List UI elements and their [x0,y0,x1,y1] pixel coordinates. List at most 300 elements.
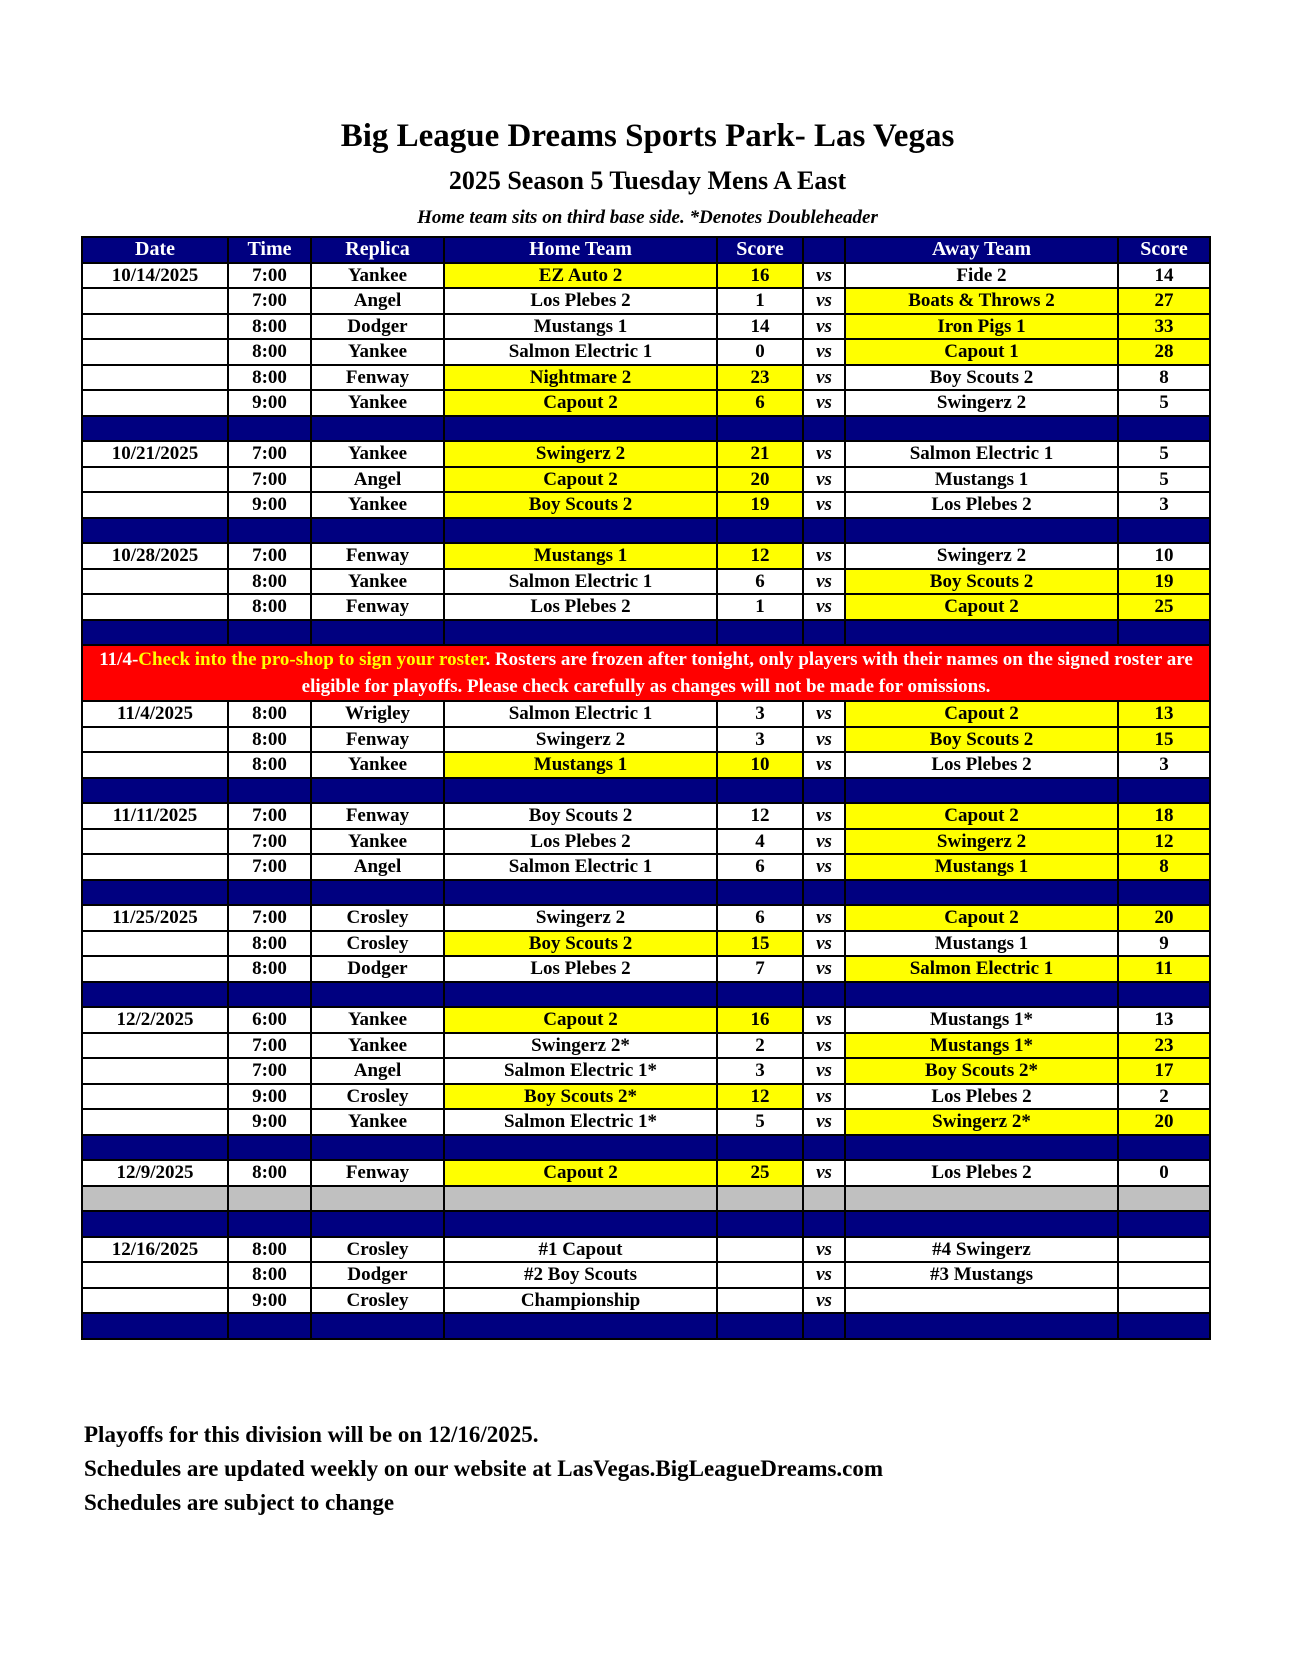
cell-home-score: 1 [717,288,803,314]
spacer-cell [1118,1135,1210,1161]
cell-time: 9:00 [228,492,311,518]
spacer-cell [82,416,228,442]
cell-time: 8:00 [228,1160,311,1186]
table-row [82,543,1210,569]
footer-website-note: Schedules are updated weekly on our website at LasVegas.BigLeagueDreams.com [84,1456,884,1481]
cell-away-team: Capout 2 [845,701,1118,727]
cell-away-score: 12 [1118,829,1210,855]
spacer-cell [845,1211,1118,1237]
column-header-away-team: Away Team [845,237,1118,263]
table-row [82,1160,1210,1186]
cell-vs: vs [803,314,845,340]
spacer-cell [311,880,444,906]
cell-replica: Angel [311,854,444,880]
separator-row [82,880,1210,906]
cell-home-team: Los Plebes 2 [444,956,717,982]
cell-replica: Dodger [311,956,444,982]
cell-home-score: 16 [717,1007,803,1033]
cell-replica: Fenway [311,543,444,569]
cell-away-score: 10 [1118,543,1210,569]
cell-vs: vs [803,1084,845,1110]
cell-date [82,727,228,753]
cell-date [82,1058,228,1084]
cell-home-score: 6 [717,569,803,595]
cell-replica: Fenway [311,365,444,391]
cell-time: 8:00 [228,1237,311,1263]
spacer-cell [311,1313,444,1339]
cell-vs: vs [803,288,845,314]
cell-away-team: Boy Scouts 2 [845,365,1118,391]
cell-replica: Crosley [311,905,444,931]
cell-home-team: Swingerz 2* [444,1033,717,1059]
cell-replica: Wrigley [311,701,444,727]
spacer-cell [717,982,803,1008]
cell-date [82,390,228,416]
cell-replica: Yankee [311,1007,444,1033]
cell-time: 9:00 [228,1084,311,1110]
cell-home-score: 12 [717,543,803,569]
cell-home-team: Capout 2 [444,1160,717,1186]
cell-away-team: Swingerz 2 [845,390,1118,416]
spacer-cell [717,1135,803,1161]
spacer-cell [803,620,845,646]
table-row [82,905,1210,931]
cell-date [82,339,228,365]
cell-away-score: 20 [1118,1109,1210,1135]
spacer-cell [444,620,717,646]
cell-home-score: 16 [717,263,803,289]
spacer-cell [845,880,1118,906]
spacer-cell [1118,880,1210,906]
cell-vs: vs [803,1109,845,1135]
cell-away-score: 5 [1118,390,1210,416]
spacer-cell [717,880,803,906]
cell-date: 10/28/2025 [82,543,228,569]
cell-vs: vs [803,569,845,595]
table-row [82,1058,1210,1084]
cell-replica: Yankee [311,339,444,365]
cell-time: 9:00 [228,390,311,416]
cell-vs: vs [803,727,845,753]
cell-replica: Yankee [311,752,444,778]
spacer-cell [1118,416,1210,442]
cell-away-score: 0 [1118,1160,1210,1186]
cell-home-score: 15 [717,931,803,957]
cell-time: 8:00 [228,594,311,620]
separator-row [82,518,1210,544]
column-header-away-score: Score [1118,237,1210,263]
cell-home-team: Boy Scouts 2* [444,1084,717,1110]
cell-time: 8:00 [228,365,311,391]
cell-date: 12/9/2025 [82,1160,228,1186]
spacer-cell [845,1186,1118,1212]
cell-home-score: 7 [717,956,803,982]
cell-home-score: 23 [717,365,803,391]
cell-time: 7:00 [228,441,311,467]
cell-home-score [717,1262,803,1288]
spacer-cell [717,1186,803,1212]
cell-away-team: Salmon Electric 1 [845,956,1118,982]
spacer-cell [803,880,845,906]
cell-home-team: Boy Scouts 2 [444,492,717,518]
cell-away-team: Swingerz 2 [845,543,1118,569]
cell-home-score: 4 [717,829,803,855]
cell-home-score: 12 [717,1084,803,1110]
cell-away-score: 13 [1118,1007,1210,1033]
cell-home-score: 14 [717,314,803,340]
cell-away-score: 11 [1118,956,1210,982]
table-row [82,314,1210,340]
cell-away-score: 20 [1118,905,1210,931]
cell-home-team: Capout 2 [444,390,717,416]
column-header-date: Date [82,237,228,263]
cell-vs: vs [803,1160,845,1186]
spacer-cell [803,1313,845,1339]
spacer-cell [82,880,228,906]
cell-date [82,594,228,620]
cell-home-team: Capout 2 [444,1007,717,1033]
cell-vs: vs [803,1288,845,1314]
cell-vs: vs [803,1007,845,1033]
cell-away-score: 3 [1118,492,1210,518]
cell-date [82,752,228,778]
cell-away-score: 5 [1118,467,1210,493]
cell-home-team: Capout 2 [444,467,717,493]
separator-row [82,778,1210,804]
cell-away-team: Mustangs 1 [845,467,1118,493]
column-header-home-team: Home Team [444,237,717,263]
spacer-cell [311,1186,444,1212]
spacer-cell [311,416,444,442]
cell-away-score: 8 [1118,365,1210,391]
spacer-cell [82,1186,228,1212]
spacer-cell [803,1186,845,1212]
spacer-cell [82,518,228,544]
grey-spacer-row [82,1186,1210,1212]
spacer-cell [82,1135,228,1161]
cell-date: 11/11/2025 [82,803,228,829]
spacer-cell [228,982,311,1008]
cell-date [82,365,228,391]
cell-home-score [717,1237,803,1263]
spacer-cell [444,518,717,544]
cell-home-team: Mustangs 1 [444,752,717,778]
spacer-cell [444,416,717,442]
cell-vs: vs [803,492,845,518]
spacer-cell [228,1313,311,1339]
cell-replica: Yankee [311,492,444,518]
cell-away-team: Mustangs 1* [845,1033,1118,1059]
cell-home-team: Los Plebes 2 [444,594,717,620]
cell-away-team [845,1288,1118,1314]
cell-time: 7:00 [228,905,311,931]
spacer-cell [803,1135,845,1161]
cell-away-score: 28 [1118,339,1210,365]
cell-vs: vs [803,1058,845,1084]
cell-replica: Yankee [311,1033,444,1059]
cell-home-team: Salmon Electric 1 [444,854,717,880]
cell-time: 7:00 [228,288,311,314]
cell-away-team: Los Plebes 2 [845,492,1118,518]
spacer-cell [444,778,717,804]
spacer-cell [228,518,311,544]
cell-home-score: 0 [717,339,803,365]
cell-away-score: 5 [1118,441,1210,467]
cell-vs: vs [803,931,845,957]
cell-home-score: 3 [717,727,803,753]
cell-replica: Yankee [311,569,444,595]
table-row [82,569,1210,595]
spacer-cell [444,880,717,906]
cell-time: 7:00 [228,854,311,880]
spacer-cell [845,518,1118,544]
cell-time: 8:00 [228,956,311,982]
cell-home-team: EZ Auto 2 [444,263,717,289]
cell-away-team: Los Plebes 2 [845,752,1118,778]
cell-time: 7:00 [228,1033,311,1059]
cell-replica: Angel [311,1058,444,1084]
cell-time: 8:00 [228,701,311,727]
separator-row [82,1211,1210,1237]
spacer-cell [444,1211,717,1237]
cell-away-team: Boats & Throws 2 [845,288,1118,314]
spacer-cell [717,778,803,804]
spacer-cell [82,778,228,804]
table-row [82,829,1210,855]
cell-away-score [1118,1262,1210,1288]
spacer-cell [845,1135,1118,1161]
spacer-cell [311,1135,444,1161]
cell-away-score: 19 [1118,569,1210,595]
spacer-cell [845,778,1118,804]
cell-away-team: Iron Pigs 1 [845,314,1118,340]
cell-date: 11/4/2025 [82,701,228,727]
column-header-vs [803,237,845,263]
spacer-cell [228,880,311,906]
cell-vs: vs [803,594,845,620]
cell-replica: Angel [311,288,444,314]
cell-replica: Fenway [311,803,444,829]
cell-time: 9:00 [228,1288,311,1314]
spacer-cell [845,982,1118,1008]
table-row [82,594,1210,620]
cell-away-team: Boy Scouts 2 [845,569,1118,595]
cell-away-score: 13 [1118,701,1210,727]
spacer-cell [1118,982,1210,1008]
cell-away-score: 27 [1118,288,1210,314]
cell-date [82,956,228,982]
cell-date [82,569,228,595]
doubleheader-note: Home team sits on third base side. *Denotes Doubleheader [417,207,878,228]
cell-replica: Fenway [311,1160,444,1186]
spacer-cell [717,518,803,544]
roster-notice-row [82,645,1210,701]
cell-away-team: Swingerz 2* [845,1109,1118,1135]
cell-away-team: Capout 2 [845,905,1118,931]
cell-home-score: 6 [717,854,803,880]
table-row [82,365,1210,391]
page-title: Big League Dreams Sports Park- Las Vegas [340,118,955,154]
cell-date [82,492,228,518]
table-row [82,752,1210,778]
spacer-cell [803,778,845,804]
column-header-time: Time [228,237,311,263]
spacer-cell [228,620,311,646]
cell-time: 8:00 [228,569,311,595]
spacer-cell [228,416,311,442]
cell-date: 11/25/2025 [82,905,228,931]
spacer-cell [311,982,444,1008]
cell-home-team: Boy Scouts 2 [444,931,717,957]
cell-replica: Crosley [311,1288,444,1314]
cell-home-team: Salmon Electric 1 [444,701,717,727]
table-row [82,1288,1210,1314]
cell-time: 8:00 [228,314,311,340]
cell-date [82,931,228,957]
cell-away-score: 18 [1118,803,1210,829]
column-header-replica: Replica [311,237,444,263]
cell-home-score: 3 [717,701,803,727]
cell-vs: vs [803,1033,845,1059]
spacer-cell [717,620,803,646]
schedule-table [81,236,1211,1340]
cell-away-team: Swingerz 2 [845,829,1118,855]
cell-replica: Yankee [311,1109,444,1135]
spacer-cell [845,620,1118,646]
separator-row [82,1135,1210,1161]
cell-time: 8:00 [228,727,311,753]
spacer-cell [1118,518,1210,544]
cell-replica: Crosley [311,931,444,957]
cell-replica: Crosley [311,1237,444,1263]
cell-away-team: Mustangs 1 [845,931,1118,957]
spacer-cell [228,778,311,804]
cell-away-team: Capout 2 [845,594,1118,620]
spacer-cell [82,1211,228,1237]
spacer-cell [82,620,228,646]
cell-home-team: Mustangs 1 [444,314,717,340]
cell-home-team: Los Plebes 2 [444,829,717,855]
cell-vs: vs [803,263,845,289]
cell-home-score: 21 [717,441,803,467]
notice-text: . Rosters are frozen after tonight, only players with their names on the signed roster are eligible for playoffs. Please check carefully as changes will not be made for omissions. [301,649,1193,697]
cell-vs: vs [803,543,845,569]
cell-replica: Dodger [311,314,444,340]
spacer-cell [228,1135,311,1161]
cell-home-team: Salmon Electric 1 [444,339,717,365]
cell-away-score: 33 [1118,314,1210,340]
cell-home-score: 10 [717,752,803,778]
cell-home-team: Los Plebes 2 [444,288,717,314]
table-row [82,1007,1210,1033]
cell-date [82,1262,228,1288]
cell-vs: vs [803,803,845,829]
spacer-cell [803,416,845,442]
cell-vs: vs [803,441,845,467]
cell-home-score: 25 [717,1160,803,1186]
cell-time: 6:00 [228,1007,311,1033]
spacer-cell [803,518,845,544]
cell-away-score: 3 [1118,752,1210,778]
cell-time: 7:00 [228,803,311,829]
table-row [82,931,1210,957]
table-row [82,956,1210,982]
cell-home-score: 1 [717,594,803,620]
cell-date [82,467,228,493]
spacer-cell [845,1313,1118,1339]
cell-replica: Angel [311,467,444,493]
table-row [82,288,1210,314]
separator-row [82,416,1210,442]
table-row [82,441,1210,467]
cell-home-team: Swingerz 2 [444,905,717,931]
table-row [82,1262,1210,1288]
cell-away-team: Boy Scouts 2* [845,1058,1118,1084]
page-subtitle: 2025 Season 5 Tuesday Mens A East [448,166,847,195]
cell-away-score: 15 [1118,727,1210,753]
cell-vs: vs [803,467,845,493]
cell-time: 8:00 [228,752,311,778]
cell-vs: vs [803,1262,845,1288]
cell-away-team: Capout 2 [845,803,1118,829]
cell-home-team: Salmon Electric 1* [444,1058,717,1084]
spacer-cell [311,518,444,544]
cell-vs: vs [803,956,845,982]
cell-date: 10/14/2025 [82,263,228,289]
cell-home-team: #2 Boy Scouts [444,1262,717,1288]
cell-away-score [1118,1237,1210,1263]
spacer-cell [803,1211,845,1237]
table-row [82,803,1210,829]
cell-vs: vs [803,390,845,416]
separator-row [82,982,1210,1008]
cell-time: 9:00 [228,1109,311,1135]
cell-home-team: Salmon Electric 1* [444,1109,717,1135]
cell-home-team: Championship [444,1288,717,1314]
cell-home-score: 19 [717,492,803,518]
cell-away-team: Mustangs 1* [845,1007,1118,1033]
cell-home-score: 12 [717,803,803,829]
cell-vs: vs [803,1237,845,1263]
cell-home-score [717,1288,803,1314]
table-row [82,263,1210,289]
separator-row [82,1313,1210,1339]
cell-home-team: Nightmare 2 [444,365,717,391]
spacer-cell [1118,1313,1210,1339]
spacer-cell [444,1313,717,1339]
spacer-cell [803,982,845,1008]
cell-replica: Fenway [311,727,444,753]
cell-date [82,1033,228,1059]
cell-away-team: Boy Scouts 2 [845,727,1118,753]
footer-change-note: Schedules are subject to change [84,1490,395,1515]
notice-highlight: Check into the pro-shop to sign your roster [138,649,486,670]
cell-replica: Yankee [311,829,444,855]
cell-away-team: Los Plebes 2 [845,1160,1118,1186]
cell-time: 7:00 [228,467,311,493]
table-row [82,492,1210,518]
spacer-cell [228,1186,311,1212]
cell-date [82,829,228,855]
cell-away-team: Mustangs 1 [845,854,1118,880]
table-row [82,701,1210,727]
cell-time: 8:00 [228,339,311,365]
spacer-cell [1118,778,1210,804]
spacer-cell [444,1135,717,1161]
table-row [82,1237,1210,1263]
cell-home-team: Mustangs 1 [444,543,717,569]
separator-row [82,620,1210,646]
